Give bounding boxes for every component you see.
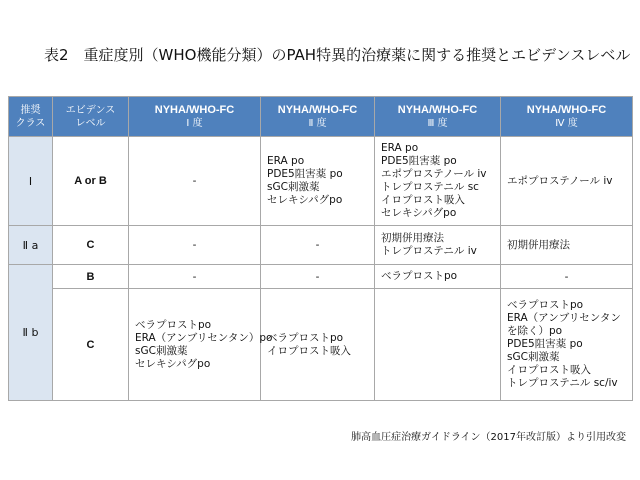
class-cell-2a: Ⅱ a	[9, 226, 53, 265]
fc4-cell: -	[501, 265, 633, 289]
fc3-cell	[375, 137, 501, 226]
drug-item: ERA po	[267, 155, 305, 167]
drug-item: イロプロスト吸入	[267, 344, 351, 357]
drug-item: 初期併用療法	[507, 238, 570, 251]
fc4-cell	[501, 289, 633, 401]
drug-item: イロプロスト吸入	[507, 364, 591, 376]
drug-item: エポプロステノール iv	[507, 174, 613, 187]
drug-item: セレキシパグpo	[135, 357, 211, 370]
header-evidence-line1: エビデンス	[65, 104, 116, 116]
header-row	[9, 97, 633, 137]
table-row-class1	[9, 137, 633, 226]
drug-item: を除く）po	[507, 325, 563, 337]
header-fc4-line2: Ⅳ 度	[555, 117, 578, 129]
table-row-class2b-c	[9, 289, 633, 401]
drug-item: セレキシパグpo	[267, 194, 343, 206]
header-fc4-line1: NYHA/WHO-FC	[526, 103, 607, 116]
table-row-class2b-b	[9, 265, 633, 289]
table-row-class2a	[9, 226, 633, 265]
fc3-cell	[375, 265, 501, 289]
drug-item: ベラプロストpo	[267, 331, 344, 344]
fc2-cell	[261, 289, 375, 401]
drug-item: PDE5阻害薬 po	[381, 155, 457, 167]
fc4-cell	[501, 137, 633, 226]
drug-item: セレキシパグpo	[381, 207, 457, 219]
class-cell-2b: Ⅱ b	[9, 265, 53, 401]
header-rec-class-line1: 推奨	[20, 104, 41, 116]
source-footnote: 肺高血圧症治療ガイドライン（2017年改訂版）より引用改変	[351, 432, 626, 443]
drug-item: ベラプロストpo	[135, 318, 212, 331]
drug-item: ベラプロストpo	[381, 270, 458, 282]
drug-item: 初期併用療法	[381, 232, 444, 244]
drug-item: トレプロステニル iv	[381, 245, 477, 257]
header-evidence-line2: レベル	[75, 117, 106, 129]
drug-item: トレプロステニル sc/iv	[507, 377, 618, 389]
fc2-cell: -	[261, 226, 375, 265]
fc2-cell: -	[261, 265, 375, 289]
header-evidence	[53, 97, 129, 137]
drug-item: sGC刺激薬	[507, 351, 560, 363]
header-fc2	[261, 97, 375, 137]
evidence-cell: C	[53, 289, 129, 401]
recommendation-table	[8, 96, 633, 401]
drug-item: トレプロステニル sc	[381, 181, 479, 193]
header-fc4	[501, 97, 633, 137]
drug-item: PDE5阻害薬 po	[507, 338, 583, 350]
drug-item: ERA（アンブリセンタン）po	[135, 331, 273, 344]
header-rec-class	[9, 97, 53, 137]
drug-item: PDE5阻害薬 po	[267, 168, 343, 180]
fc1-cell: -	[129, 137, 261, 226]
evidence-cell: B	[53, 265, 129, 289]
fc3-cell	[375, 226, 501, 265]
page-title: 表2 重症度別（WHO機能分類）のPAH特異的治療薬に関する推奨とエビデンスレベル	[44, 46, 631, 64]
fc2-cell	[261, 137, 375, 226]
drug-item: エポプロステノール iv	[381, 168, 487, 180]
drug-item: ベラプロストpo	[507, 299, 584, 311]
header-fc2-line2: Ⅱ 度	[308, 117, 327, 129]
fc1-cell: -	[129, 265, 261, 289]
header-fc1	[129, 97, 261, 137]
header-fc1-line2: Ⅰ 度	[186, 117, 203, 129]
drug-item: イロプロスト吸入	[381, 194, 465, 206]
header-fc3	[375, 97, 501, 137]
class-cell-1: Ⅰ	[9, 137, 53, 226]
header-fc1-line1: NYHA/WHO-FC	[154, 103, 235, 116]
fc1-cell: -	[129, 226, 261, 265]
header-fc3-line2: Ⅲ 度	[427, 117, 448, 129]
header-fc2-line1: NYHA/WHO-FC	[277, 103, 358, 116]
drug-item: ERA（アンブリセンタン	[507, 312, 621, 324]
drug-item: sGC刺激薬	[135, 344, 188, 357]
evidence-cell: A or B	[53, 137, 129, 226]
drug-item: sGC刺激薬	[267, 181, 320, 193]
evidence-cell: C	[53, 226, 129, 265]
drug-item: ERA po	[381, 142, 419, 154]
fc3-cell	[375, 289, 501, 401]
header-fc3-line1: NYHA/WHO-FC	[397, 103, 478, 116]
header-rec-class-line2: クラス	[15, 117, 46, 129]
fc1-cell	[129, 289, 273, 401]
fc4-cell	[501, 226, 633, 265]
